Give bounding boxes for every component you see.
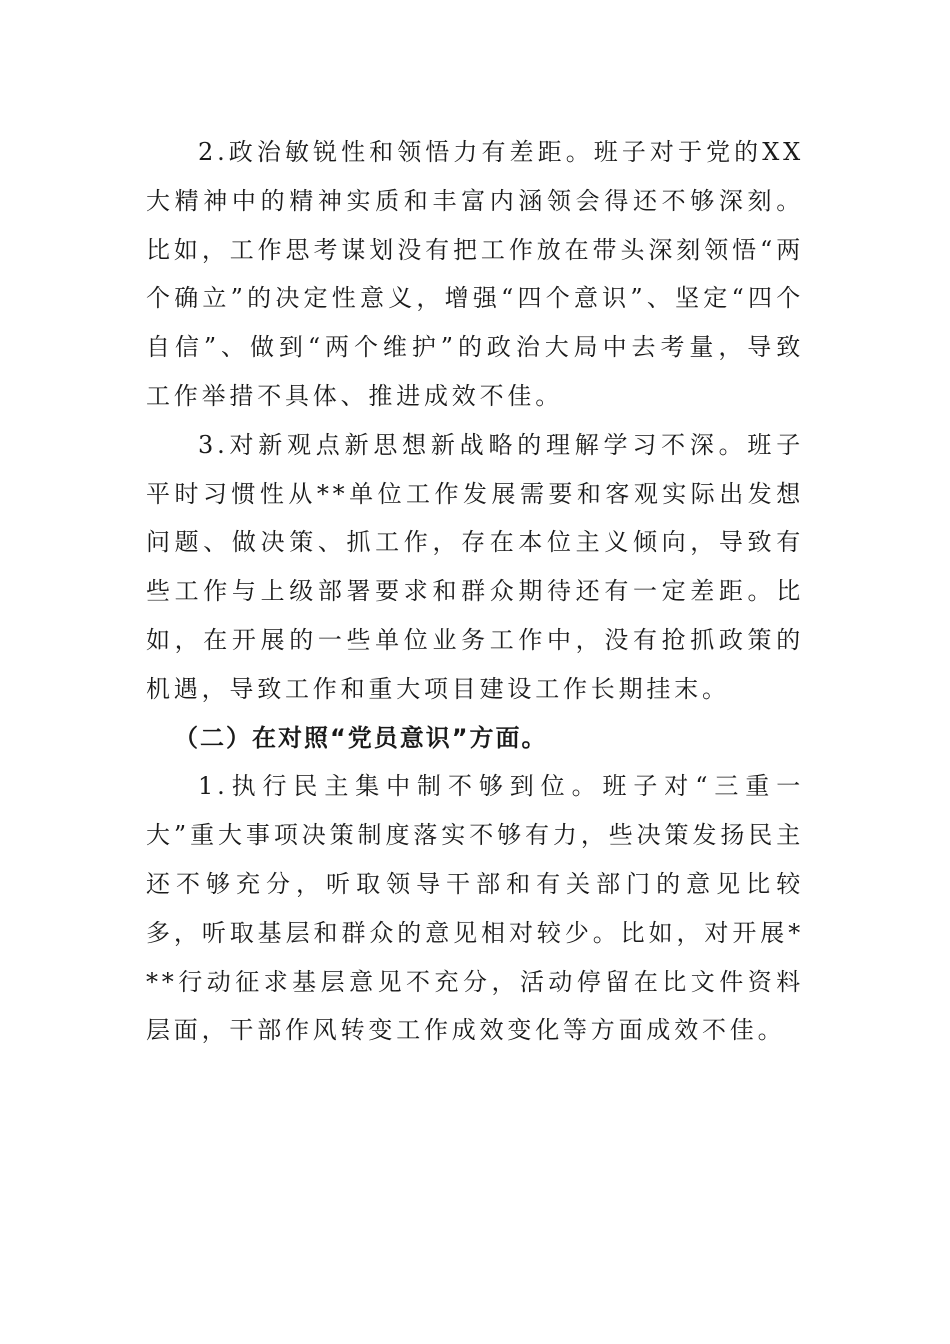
document-body [146, 128, 804, 1055]
section-heading-party-awareness: （二）在对照“党员意识”方面。 [174, 723, 548, 752]
paragraph-new-viewpoints: 3.对新观点新思想新战略的理解学习不深。班子平时习惯性从**单位工作发展需要和客观实际出发想问题、做决策、抓工作，存在本位主义倾向，导致有些工作与上级部署要求和群众期待还有一定差距。比如，在开展的一些单位业务工作中，没有抢抓政策的机遇，导致工作和重大项目建设工作长期挂末。 [146, 430, 804, 703]
paragraph-political-sensitivity: 2.政治敏锐性和领悟力有差距。班子对于党的XX大精神中的精神实质和丰富内涵领会得还不够深刻。比如，工作思考谋划没有把工作放在带头深刻领悟“两个确立”的决定性意义，增强“四个意识”、坚定“四个自信”、做到“两个维护”的政治大局中去考量，导致工作举措不具体、推进成效不佳。 [146, 138, 804, 410]
paragraph-democratic-centralism: 1.执行民主集中制不够到位。班子对“三重一大”重大事项决策制度落实不够有力，些决策发扬民主还不够充分，听取领导干部和有关部门的意见比较多，听取基层和群众的意见相对较少。比如，对开展***行动征求基层意见不充分，活动停留在比文件资料层面，干部作风转变工作成效变化等方面成效不佳。 [146, 772, 804, 1045]
